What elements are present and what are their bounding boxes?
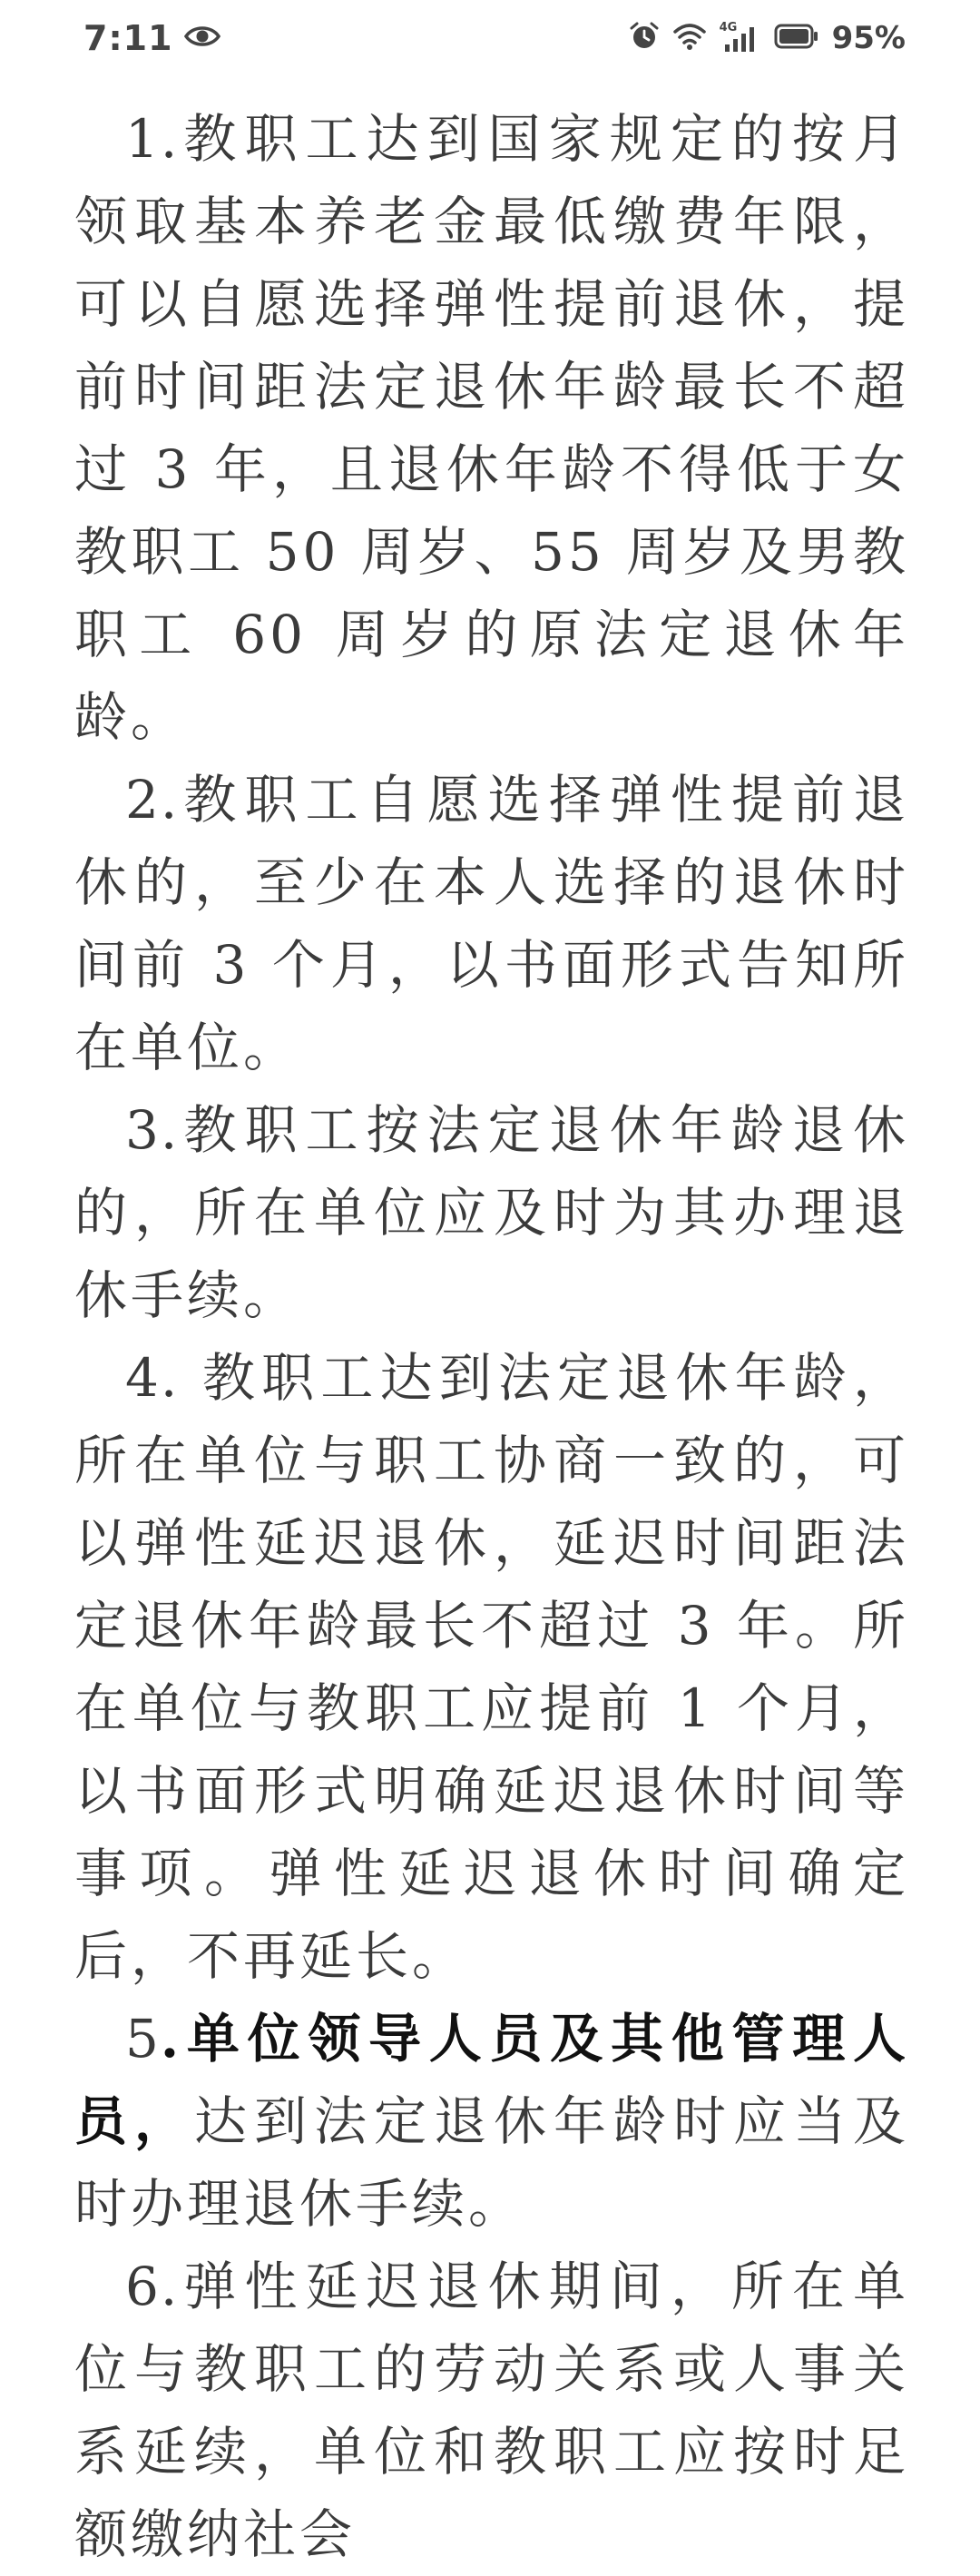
cellular-signal-icon: [720, 23, 761, 54]
paragraph-number: 1.: [125, 108, 180, 170]
battery-percent: 95%: [831, 20, 906, 56]
network-type-label: 4G: [719, 21, 738, 34]
paragraph-6: [74, 2246, 909, 2576]
paragraph-text: 达到法定退休年龄时应当及时办理退休手续。: [74, 2090, 909, 2235]
battery-icon: [774, 23, 819, 54]
clock-time: 7:11: [83, 18, 173, 58]
paragraph-text: 弹性延迟退休期间，所在单位与教职工的劳动关系或人事关系延续，单位和教职工应按时足额缴纳社会: [74, 2256, 909, 2565]
status-right: [629, 20, 906, 56]
paragraph-bold-text: .单位领导人员及其他管理人员，: [74, 2008, 909, 2152]
paragraph-1: [74, 98, 909, 759]
paragraph-number: 3.: [125, 1099, 180, 1161]
document-content: [74, 98, 909, 2576]
alarm-icon: [629, 21, 660, 55]
paragraph-text: 教职工按法定退休年龄退休的，所在单位应及时为其办理退休手续。: [74, 1099, 909, 1326]
paragraph-text: 教职工达到国家规定的按月领取基本养老金最低缴费年限，可以自愿选择弹性提前退休，提前时间距法定退休年龄最长不超过 3 年，且退休年龄不得低于女教职工 50 周岁、55 周岁及男教职工 60 周岁的原法定退休年龄。: [74, 108, 909, 748]
paragraph-4: [74, 1337, 909, 1998]
paragraph-text: 教职工达到法定退休年龄，所在单位与职工协商一致的，可以弹性延迟退休，延迟时间距法定退休年龄最长不超过 3 年。所在单位与教职工应提前 1 个月，以书面形式明确延迟退休时间等事项。弹性延迟退休时间确定后，不再延长。: [74, 1347, 909, 1987]
wifi-icon: [672, 22, 707, 54]
paragraph-text: 教职工自愿选择弹性提前退休的，至少在本人选择的退休时间前 3 个月，以书面形式告知所在单位。: [74, 769, 909, 1078]
paragraph-number: 6.: [125, 2256, 180, 2317]
paragraph-3: [74, 1089, 909, 1337]
eye-icon: [184, 24, 220, 53]
status-bar: [0, 0, 980, 82]
paragraph-number: 5: [125, 2008, 161, 2070]
paragraph-number: 4.: [125, 1347, 180, 1409]
paragraph-2: [74, 759, 909, 1089]
paragraph-5: [74, 1998, 909, 2246]
paragraph-number: 2.: [125, 769, 180, 831]
status-left: [83, 18, 220, 58]
